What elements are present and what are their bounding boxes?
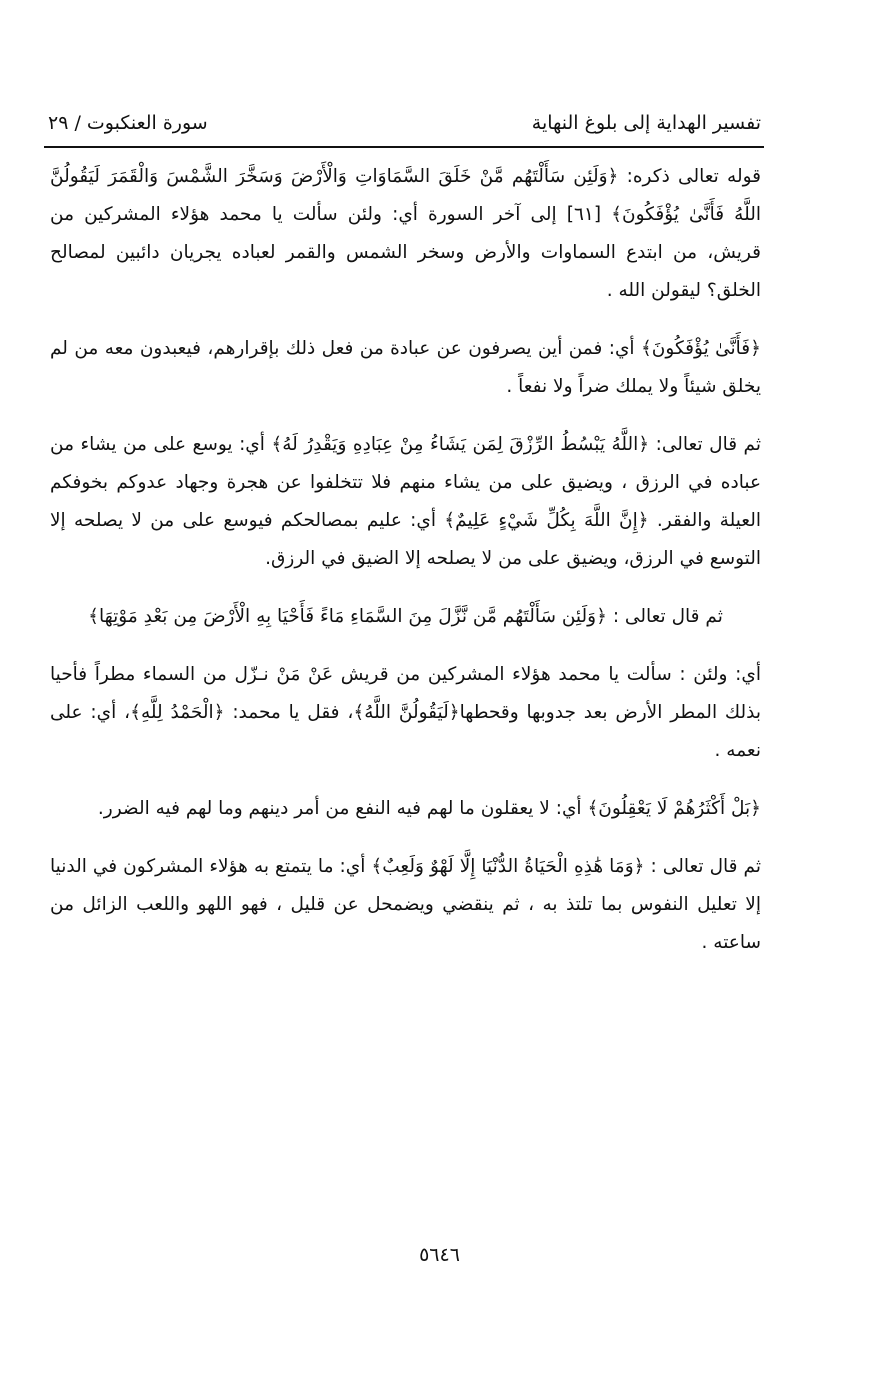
- book-title: تفسير الهداية إلى بلوغ النهاية: [531, 112, 761, 134]
- paragraph-6: [50, 790, 761, 828]
- surah-reference: سورة العنكبوت / ٢٩: [48, 112, 208, 134]
- paragraph-text-2: ، أي: على نعمه .: [50, 702, 761, 761]
- paragraph-text: أي: لا يعقلون ما لهم فيه النفع من أمر دينهم وما لهم فيه الضرر.: [97, 798, 588, 819]
- paragraph-2: [50, 330, 761, 406]
- quran-verse: ﴿اللَّهُ يَبْسُطُ الرِّزْقَ لِمَن يَشَاءُ مِنْ عِبَادِهِ وَيَقْدِرُ لَهُ﴾: [271, 434, 650, 455]
- paragraph-text: أي: يوسع على من يشاء من عباده في الرزق ، ويضيق على من يشاء منهم فلا تتخلفوا عن هجرة وجهاد عدوكم بخوفكم العيلة والفقر.: [50, 434, 761, 531]
- paragraph-5: [50, 656, 761, 770]
- paragraph-1: [50, 158, 761, 310]
- paragraph-lead: قوله تعالى ذكره:: [618, 166, 762, 187]
- quran-verse-2: ﴿الْحَمْدُ لِلَّهِ﴾: [130, 702, 225, 723]
- paragraph-text: أي: ما يتمتع به هؤلاء المشركون في الدنيا إلا تعليل النفوس بما تلتذ به ، ثم ينقضي ويضمحل عن قليل ، فهو اللهو واللعب الزائل من ساعته .: [50, 856, 761, 953]
- paragraph-3: [50, 426, 761, 578]
- running-header: [48, 98, 761, 134]
- quran-verse: ﴿وَمَا هَٰذِهِ الْحَيَاةُ الدُّنْيَا إِلَّا لَهْوٌ وَلَعِبٌ﴾: [371, 856, 645, 877]
- paragraph-lead: أي: ولئن : سألت يا محمد هؤلاء المشركين من قريش عَنْ مَنْ نـزّل من السماء مطراً فأحيا بذلك المطر الأرض بعد جدوبها وقحطها: [50, 664, 762, 723]
- paragraph-text-2: أي: عليم بمصالحكم فيوسع على من لا يصلحه إلا التوسع في الرزق، ويضيق على من لا يصلحه إلا الضيق في الرزق.: [50, 510, 761, 569]
- quran-verse: ﴿لَيَقُولُنَّ اللَّهُ﴾: [353, 702, 460, 723]
- paragraph-7: [50, 848, 761, 962]
- paragraph-4: [50, 598, 761, 636]
- header-rule: [44, 146, 764, 148]
- paragraph-text: ، فقل يا محمد:: [224, 702, 354, 723]
- quran-verse: ﴿بَلْ أَكْثَرُهُمْ لَا يَعْقِلُونَ﴾: [587, 798, 761, 819]
- paragraph-text: أي: فمن أين يصرفون عن عبادة من فعل ذلك بإقرارهم، فيعبدون معه من لم يخلق شيئاً ولا يملك ضراً ولا نفعاً .: [50, 338, 761, 397]
- paragraph-text: [٦١] إلى آخر السورة أي: ولئن سألت يا محمد هؤلاء المشركين من قريش، من ابتدع السماوات والأرض وسخر الشمس والقمر لعباده يجريان دائبين لمصالح الخلق؟ ليقولن الله .: [50, 204, 761, 301]
- quran-verse: ﴿وَلَئِن سَأَلْتَهُم مَّن نَّزَّلَ مِنَ السَّمَاءِ مَاءً فَأَحْيَا بِهِ الْأَرْضَ مِن بَعْدِ مَوْتِهَا﴾: [88, 606, 607, 627]
- quran-verse: ﴿فَأَنَّىٰ يُؤْفَكُونَ﴾: [640, 338, 761, 359]
- page-number: ٥٦٤٦: [419, 1244, 460, 1266]
- paragraph-lead: ثم قال تعالى :: [606, 606, 723, 627]
- quran-verse-2: ﴿إِنَّ اللَّهَ بِكُلِّ شَيْءٍ عَلِيمٌ﴾: [444, 510, 649, 531]
- paragraph-lead: ثم قال تعالى:: [649, 434, 761, 455]
- quran-verse: ﴿وَلَئِن سَأَلْتَهُم مَّنْ خَلَقَ السَّمَاوَاتِ وَالْأَرْضَ وَسَخَّرَ الشَّمْسَ وَالْقَمَرَ لَيَقُولُنَّ اللَّهُ فَأَنَّىٰ يُؤْفَكُونَ﴾: [50, 166, 761, 225]
- tafsir-body: [50, 158, 761, 982]
- paragraph-lead: ثم قال تعالى :: [644, 856, 761, 877]
